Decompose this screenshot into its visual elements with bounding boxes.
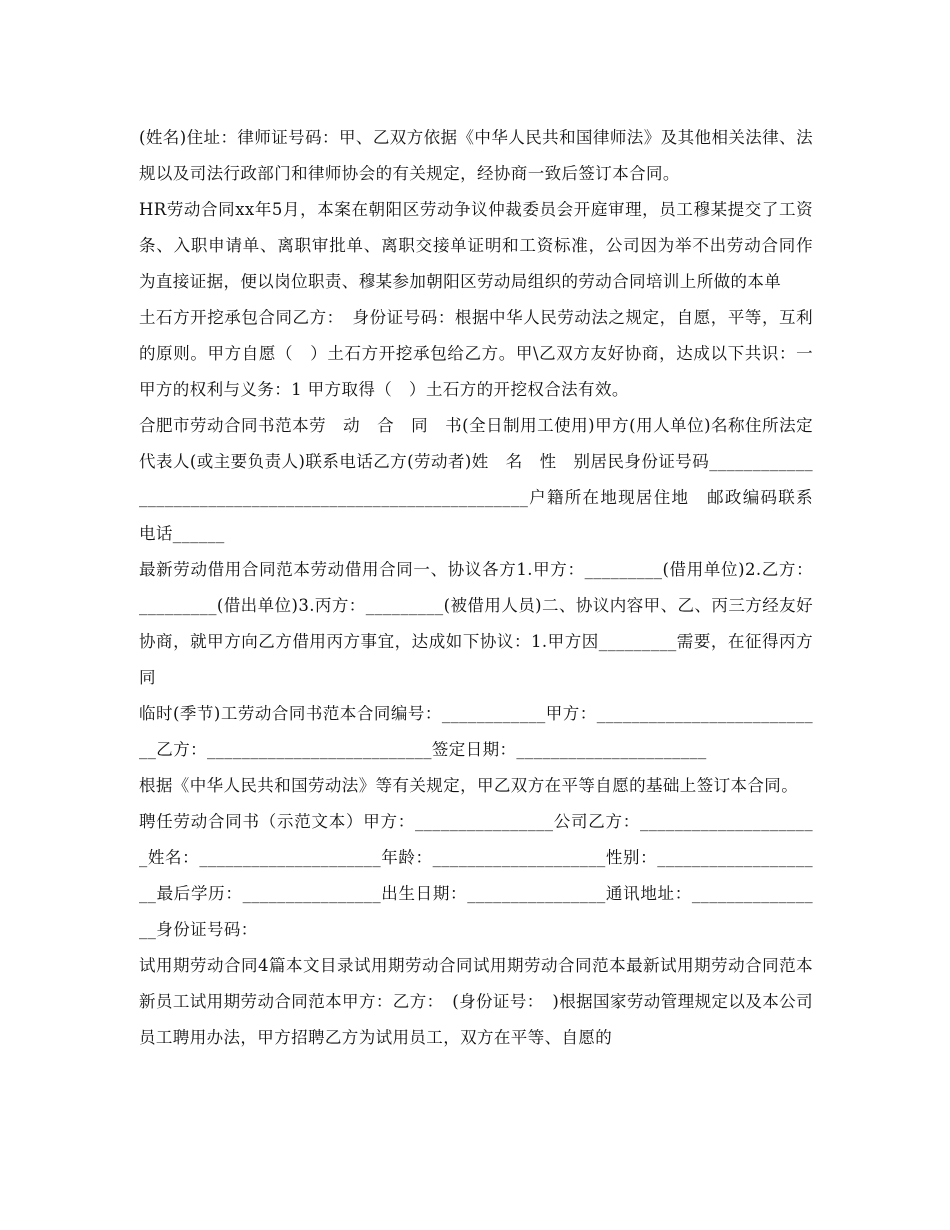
paragraph-earthwork-contract: 土石方开挖承包合同乙方： 身份证号码：根据中华人民劳动法之规定，自愿，平等，互利的原则。甲方自愿（ ）土石方开挖承包给乙方。甲\乙双方友好协商，达成以下共识：一甲方的权利与义务：1 甲方取得（ ）土石方的开挖权合法有效。 xyxy=(139,308,813,399)
paragraph-appointment-contract: 聘任劳动合同书（示范文本）甲方：________________公司乙方：_____________________姓名：_____________________年龄：____________________性别：____________________最后学历：________________出生日期：________________通讯地址：________________身份证号码： xyxy=(139,812,813,939)
paragraph-labor-law-basis: 根据《中华人民共和国劳动法》等有关规定，甲乙双方在平等自愿的基础上签订本合同。 xyxy=(139,776,799,795)
document-body xyxy=(139,120,813,1056)
paragraph-hefei-labor-contract: 合肥市劳动合同书范本劳 动 合 同 书(全日制用工使用)甲方(用人单位)名称住所法定代表人(或主要负责人)联系电话乙方(劳动者)姓 名 性 别居民身份证号码_________________________________________________________户籍所在地现居住地 邮政编码联系电话______ xyxy=(139,416,813,543)
paragraph-labor-borrowing-contract: 最新劳动借用合同范本劳动借用合同一、协议各方1.甲方：_________(借用单位)2.乙方：_________(借出单位)3.丙方：_________(被借用人员)二、协议内容甲、乙、丙三方经友好协商，就甲方向乙方借用丙方事宜，达成如下协议：1.甲方因_________需要，在征得丙方同 xyxy=(139,560,813,687)
paragraph-hr-labor-contract: HR劳动合同xx年5月，本案在朝阳区劳动争议仲裁委员会开庭审理，员工穆某提交了工资条、入职申请单、离职审批单、离职交接单证明和工资标准，公司因为举不出劳动合同作为直接证据，便以岗位职责、穆某参加朝阳区劳动局组织的劳动合同培训上所做的本单 xyxy=(139,200,813,291)
paragraph-probation-contract: 试用期劳动合同4篇本文目录试用期劳动合同试用期劳动合同范本最新试用期劳动合同范本新员工试用期劳动合同范本甲方：乙方： (身份证号： )根据国家劳动管理规定以及本公司员工聘用办法，甲方招聘乙方为试用员工，双方在平等、自愿的 xyxy=(139,956,813,1047)
paragraph-temporary-labor-contract: 临时(季节)工劳动合同书范本合同编号：____________甲方：___________________________乙方：__________________________签定日期：______________________ xyxy=(139,704,813,759)
paragraph-lawyer-contract: (姓名)住址：律师证号码：甲、乙双方依据《中华人民共和国律师法》及其他相关法律、法规以及司法行政部门和律师协会的有关规定，经协商一致后签订本合同。 xyxy=(139,128,813,183)
